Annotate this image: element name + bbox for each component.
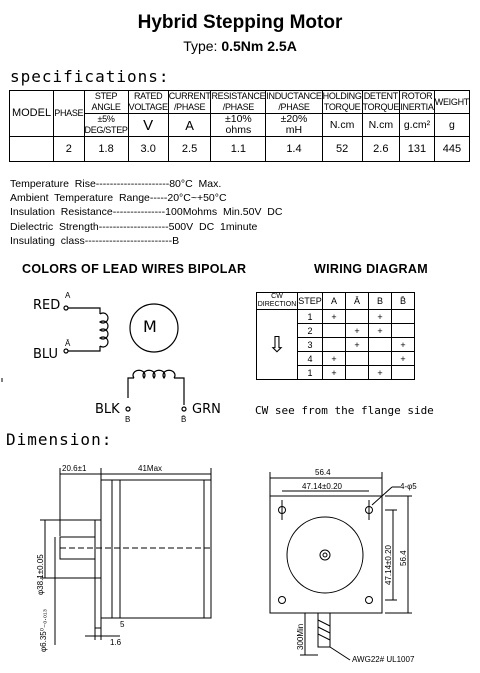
lead-blk: BLK [95, 402, 120, 417]
wiring-cell [346, 366, 369, 380]
holding-torque-unit: N.cm [322, 114, 362, 137]
lead-red: RED [33, 298, 61, 313]
wiring-step: 1 [298, 310, 323, 324]
wiring-step: 2 [298, 324, 323, 338]
inductance-header: INDUCTANCE /PHASE [266, 91, 322, 112]
inductance-value: 1.4 [266, 137, 322, 162]
dim-47-14: 47.14±0.20 [302, 482, 342, 491]
holding-torque-value: 52 [322, 137, 362, 162]
weight-header: WEIGHT [434, 91, 469, 114]
param-insulation-resistance: Insulation Resistance---------------100Mohms Min.50V DC [10, 206, 283, 219]
wiring-cell [369, 338, 392, 352]
wiring-cell [392, 310, 415, 324]
resistance-value: 1.1 [211, 137, 266, 162]
phase-value: 2 [54, 137, 84, 162]
wiring-cell: + [392, 352, 415, 366]
weight-value: 445 [434, 137, 469, 162]
wiring-cell [323, 324, 346, 338]
inertia-value: 131 [400, 137, 435, 162]
rated-voltage-header: RATED VOLTAGE [128, 91, 168, 112]
page-title: Hybrid Stepping Motor [137, 12, 343, 33]
lead-grn: GRN [192, 402, 221, 417]
step-angle-header: STEP ANGLE [84, 91, 128, 114]
dim-300: 300Min [296, 623, 305, 650]
lead-colors-heading: COLORS OF LEAD WIRES BIPOLAR [22, 262, 247, 276]
dim-5: 5 [120, 620, 125, 629]
detent-torque-value: 2.6 [362, 137, 400, 162]
detent-torque-header: DETENT TORQUE [362, 91, 400, 112]
dim-47-14-vertical: 47.14±0.20 [384, 545, 393, 585]
lead-red-a: A [65, 291, 71, 300]
wiring-cell [392, 366, 415, 380]
current-value: 2.5 [168, 137, 211, 162]
cw-arrow-icon: ⇩ [257, 310, 298, 380]
resistance-header: RESISTANCE /PHASE [211, 91, 266, 112]
wiring-col-bbar: B̄ [392, 293, 415, 310]
wiring-cell: + [346, 338, 369, 352]
coil-b [126, 370, 186, 411]
wiring-diagram-heading: WIRING DIAGRAM [314, 262, 428, 276]
dim-20-6: 20.6±1 [62, 464, 87, 473]
inductance-unit: ±20% mH [266, 114, 322, 137]
current-header: CURRENT /PHASE [168, 91, 211, 112]
holding-torque-header: HOLDING TORQUE [322, 91, 362, 112]
lead-blu: BLU [33, 347, 59, 362]
wiring-table [256, 292, 415, 380]
voltage-value: 3.0 [128, 137, 168, 162]
dim-1-6: 1.6 [110, 638, 122, 647]
wiring-cell: + [369, 310, 392, 324]
wiring-cell: + [346, 324, 369, 338]
wiring-cell: + [323, 352, 346, 366]
wiring-step: 4 [298, 352, 323, 366]
wiring-cell [323, 338, 346, 352]
param-insulating-class: Insulating class-------------------------B [10, 234, 180, 247]
lead-blu-abar: Ā [65, 339, 71, 348]
wiring-step-header: STEP [298, 293, 323, 310]
wiring-cell [392, 324, 415, 338]
wiring-cell: + [323, 366, 346, 380]
wiring-cell: + [369, 366, 392, 380]
dim-56-4: 56.4 [315, 468, 331, 477]
wiring-cell [346, 310, 369, 324]
param-ambient: Ambient Temperature Range-----20°C~+50°C [10, 192, 227, 205]
wiring-col-b: B [369, 293, 392, 310]
lead-blk-b: B [125, 415, 131, 424]
motor-label: M [143, 317, 157, 336]
inertia-unit: g.cm² [400, 114, 435, 137]
specifications-heading: specifications: [10, 67, 170, 86]
dimension-heading: Dimension: [6, 430, 113, 449]
model-header: MODEL [10, 91, 54, 137]
dim-41: 41Max [138, 464, 163, 473]
resistance-unit: ±10% ohms [211, 114, 266, 137]
param-dielectric: Dielectric Strength--------------------500V DC 1minute [10, 220, 258, 233]
current-unit: A [168, 114, 211, 137]
wiring-cell [346, 352, 369, 366]
type-value: 0.5Nm 2.5A [221, 38, 297, 54]
detent-torque-unit: N.cm [362, 114, 400, 137]
coil-a [64, 306, 108, 353]
voltage-unit: V [128, 114, 168, 137]
motor-side-view [40, 468, 211, 645]
dim-56-4-vertical: 56.4 [399, 550, 408, 566]
wiring-step: 3 [298, 338, 323, 352]
wiring-cell: + [392, 338, 415, 352]
wiring-dir-header: CW DIRECTION [257, 293, 297, 308]
step-angle-unit: ±5% DEG/STEP [84, 114, 128, 135]
weight-unit: g [434, 114, 469, 137]
param-temp-rise: Temperature Rise---------------------80°C Max. [10, 178, 222, 190]
rotor-inertia-header: ROTOR INERTIA [400, 91, 434, 112]
wiring-cell [369, 352, 392, 366]
wiring-col-a: A [323, 293, 346, 310]
wiring-col-abar: Ā [346, 293, 369, 310]
step-angle-value: 1.8 [84, 137, 128, 162]
wiring-cell: + [323, 310, 346, 324]
wiring-step: 1 [298, 366, 323, 380]
dim-38-1: φ38.1±0.05 [36, 554, 45, 595]
type-label: Type: [183, 38, 218, 54]
cw-note: CW see from the flange side [255, 404, 434, 417]
wiring-cell: + [369, 324, 392, 338]
lead-grn-bbar: B̄ [181, 415, 187, 424]
dim-6-35: φ6.35⁰₋₀.₀₁₃ [39, 608, 48, 652]
phase-header: PHASE [54, 91, 84, 137]
dim-holes: 4-φ5 [400, 482, 417, 491]
wire-spec: AWG22# UL1007 [352, 655, 415, 664]
